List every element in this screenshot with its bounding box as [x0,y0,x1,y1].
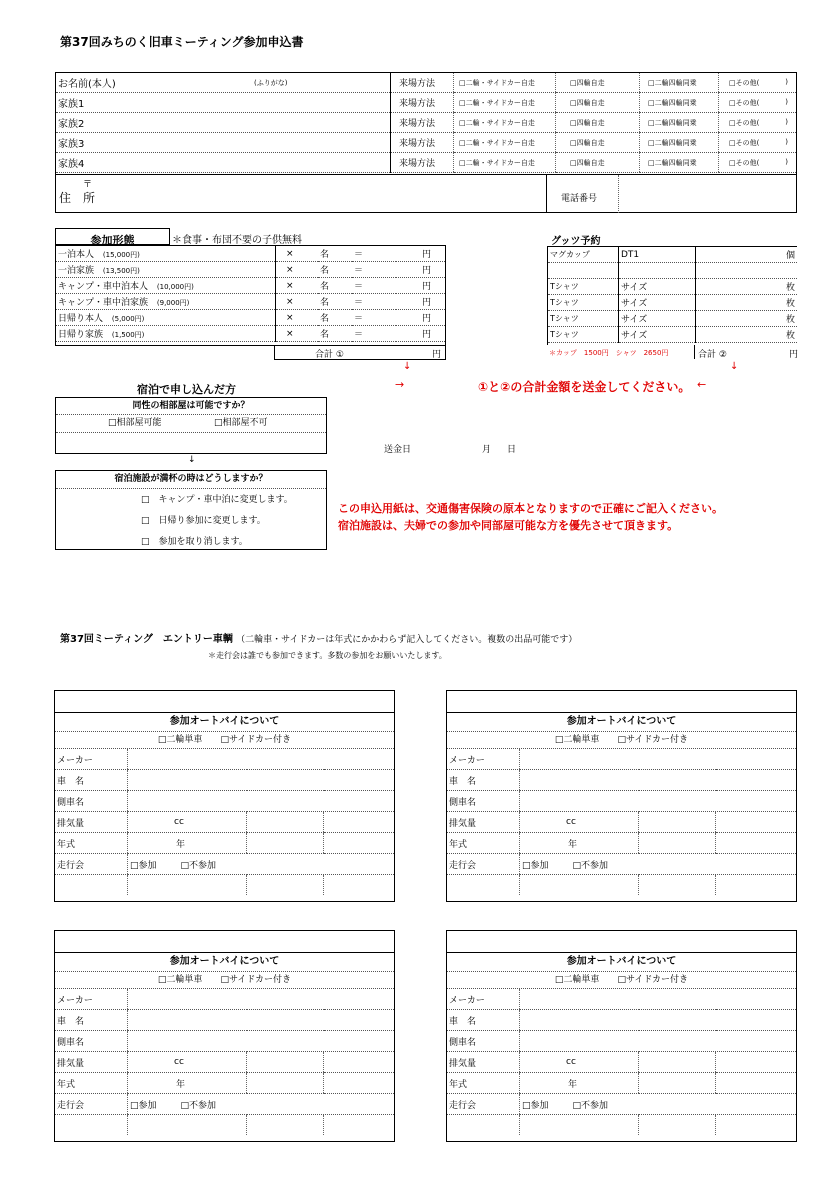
option-other-label: □その他( [729,138,760,147]
maker-row [55,989,394,1010]
option-twowheel[interactable]: □二輪・サイドカー自走 [454,93,556,113]
persons-label: 名 [318,326,352,342]
goods-total [694,345,798,359]
car-name-field[interactable] [520,770,797,791]
option-other[interactable] [719,153,797,173]
year-label: 年式 [447,1073,520,1094]
option-ride-along[interactable]: □二輪四輪同乗 [640,153,719,173]
car-name-field[interactable] [128,770,395,791]
attendee-row [56,153,796,173]
entry-title-row [60,630,577,645]
car-name-label: 車 名 [447,1010,520,1031]
run-options [128,1094,395,1115]
run-options [520,854,797,875]
persons-label: 名 [318,278,352,294]
goods-item: Tシャツ [548,279,619,295]
attendee-label: 家族3 [58,139,85,150]
displacement-extra-2[interactable] [716,812,797,833]
yen-label: 円 [396,246,445,262]
side-name-label: 側車名 [55,1031,128,1052]
year-label: 年式 [55,833,128,854]
displacement-label: 排気量 [447,812,520,833]
equals-mark: ＝ [352,246,396,262]
option-change-camp[interactable]: □ キャンプ・車中泊に変更します。 [141,495,293,505]
option-run-join[interactable]: □参加 [522,860,549,871]
goods-row [548,263,797,279]
option-single[interactable]: □二輪単車 [157,975,203,985]
attendee-label: 家族4 [58,159,85,170]
page-title: 第37回みちのく旧車ミーティング参加申込書 [60,35,304,49]
goods-price-note: ＊カップ 1500円 シャツ 2650円 [549,349,669,357]
times-mark: × [276,294,319,310]
year-extra-2[interactable] [716,1073,797,1094]
lodging-arrow: ↓ [188,455,196,465]
option-other-close: ) [785,97,788,106]
displacement-extra-1[interactable] [247,812,324,833]
times-mark: × [276,278,319,294]
maker-label: メーカー [447,749,520,770]
bike-form-top [55,691,394,713]
participation-price: (13,500円) [102,267,140,275]
goods-detail [619,263,696,279]
maker-row [447,749,796,770]
goods-unit: 枚 [696,327,798,343]
arrow-right: → [395,378,405,391]
year-row [55,1073,394,1094]
phone-label: 電話番号 [561,194,598,204]
option-fourwheel[interactable]: □四輪自走 [556,153,640,173]
maker-field[interactable] [520,749,797,770]
participation-row [56,294,445,310]
year-unit: 年 [520,1073,639,1094]
option-other[interactable] [719,133,797,153]
yen-label: 円 [396,278,445,294]
total-2-label: 合計 ② [698,350,727,360]
maker-field[interactable] [128,989,395,1010]
maker-label: メーカー [447,989,520,1010]
year-unit: 年 [128,1073,247,1094]
yen-label: 円 [396,310,445,326]
participation-row [56,310,445,326]
year-extra-1[interactable] [639,833,716,854]
total-1-yen: 円 [431,350,441,360]
cc-unit: cc [520,1052,639,1073]
run-label: 走行会 [447,854,520,875]
arrival-label: 来場方法 [391,93,454,113]
side-name-row [447,1031,796,1052]
option-run-join[interactable]: □参加 [130,860,157,871]
attendee-label: 家族1 [58,99,85,110]
attendee-row [56,73,796,93]
entry-subnote: ＊走行会は誰でも参加できます。多数の参加をお願いいたします。 [208,651,447,660]
year-extra-2[interactable] [716,833,797,854]
goods-unit: 枚 [696,311,798,327]
arrival-label: 来場方法 [391,113,454,133]
displacement-label: 排気量 [55,1052,128,1073]
option-run-join[interactable]: □参加 [522,1100,549,1111]
car-name-row [447,1010,796,1031]
participation-name: 一泊家族 [58,266,95,276]
car-name-label: 車 名 [55,1010,128,1031]
bike-type-options [55,972,394,989]
bike-type-options [55,732,394,749]
entry-title: 第37回ミーティング エントリー車輌 [60,634,233,645]
option-twowheel[interactable]: □二輪・サイドカー自走 [454,153,556,173]
option-single[interactable]: □二輪単車 [554,975,600,985]
cc-unit: cc [128,812,247,833]
participation-total [274,346,446,360]
maker-field[interactable] [520,989,797,1010]
run-options [520,1094,797,1115]
goods-heading: グッツ予約 [551,236,601,247]
year-row [447,1073,796,1094]
remit-date-label: 送金日 [384,445,412,455]
option-sidecar[interactable]: □サイドカー付き [220,975,292,985]
displacement-extra-1[interactable] [639,812,716,833]
side-name-row [55,1031,394,1052]
option-other-close: ) [785,77,788,86]
participation-name: 一泊本人 [58,250,95,260]
displacement-extra-2[interactable] [716,1052,797,1073]
option-twowheel[interactable]: □二輪・サイドカー自走 [454,113,556,133]
participation-price: (15,000円) [102,251,140,259]
blank-row [55,875,394,896]
participation-name: 日帰り本人 [58,314,104,324]
participation-row [56,278,445,294]
option-share-ng[interactable]: □相部屋不可 [214,418,268,428]
bike-form-heading: 参加オートバイについて [55,953,394,972]
option-ride-along[interactable]: □二輪四輪同乗 [640,93,719,113]
goods-item [548,263,619,279]
option-twowheel[interactable]: □二輪・サイドカー自走 [454,133,556,153]
run-row [447,854,796,875]
side-name-label: 側車名 [55,791,128,812]
yen-label: 円 [396,294,445,310]
goods-detail: サイズ [619,311,696,327]
blank-row [55,1115,394,1136]
option-run-skip[interactable]: □不参加 [180,860,217,871]
option-run-skip[interactable]: □不参加 [180,1100,217,1111]
goods-unit [696,263,798,279]
arrival-label: 来場方法 [391,73,454,93]
equals-mark: ＝ [352,310,396,326]
lodging-q1-box [55,397,327,454]
bike-form-1 [54,690,395,902]
option-sidecar[interactable]: □サイドカー付き [220,735,292,745]
option-fourwheel[interactable]: □四輪自走 [556,93,640,113]
participation-price: (9,000円) [156,299,190,307]
goods-row [548,279,797,295]
bike-form-heading: 参加オートバイについて [55,713,394,732]
goods-item: Tシャツ [548,311,619,327]
remit-message: ①と②の合計金額を送金してください。 [478,380,691,394]
option-other[interactable] [719,113,797,133]
goods-row [548,327,797,343]
participation-price: (5,000円) [111,315,145,323]
arrow-down-2: ↓ [730,361,739,372]
equals-mark: ＝ [352,262,396,278]
option-ride-along[interactable]: □二輪四輪同乗 [640,113,719,133]
yen-label: 円 [396,326,445,342]
side-name-row [55,791,394,812]
side-name-field[interactable] [520,791,797,812]
car-name-label: 車 名 [55,770,128,791]
goods-row [548,311,797,327]
address-row [56,174,796,213]
participation-name: キャンプ・車中泊本人 [58,282,149,292]
cc-unit: cc [520,812,639,833]
participation-price: (10,000円) [156,283,194,291]
persons-label: 名 [318,262,352,278]
option-share-ok[interactable]: □相部屋可能 [108,418,162,428]
attendee-row [56,133,796,153]
goods-detail: サイズ [619,295,696,311]
displacement-extra-1[interactable] [639,1052,716,1073]
option-run-skip[interactable]: □不参加 [572,1100,609,1111]
total-2-yen: 円 [788,350,798,360]
bike-form-3 [54,930,395,1142]
participation-heading-box [55,228,170,245]
displacement-label: 排気量 [55,812,128,833]
arrow-left: ← [697,378,707,391]
equals-mark: ＝ [352,326,396,342]
car-name-row [55,1010,394,1031]
remit-month: 月 [482,445,492,455]
run-row [55,1094,394,1115]
participation-name: 日帰り家族 [58,330,104,340]
total-1-label: 合計 ① [315,350,344,360]
run-row [55,854,394,875]
participation-heading: 参加形態 [90,234,135,247]
goods-row [548,295,797,311]
attendee-row [56,113,796,133]
goods-row [548,247,797,263]
year-extra-1[interactable] [639,1073,716,1094]
attendee-row [56,93,796,113]
option-change-daytrip[interactable]: □ 日帰り参加に変更します。 [141,516,266,526]
times-mark: × [276,310,319,326]
address-label: 住 所 [59,191,96,205]
option-other[interactable] [719,93,797,113]
cc-unit: cc [128,1052,247,1073]
bike-form-4 [446,930,797,1142]
arrival-label: 来場方法 [391,133,454,153]
attendee-label: 家族2 [58,119,85,130]
participation-name: キャンプ・車中泊家族 [58,298,149,308]
times-mark: × [276,326,319,342]
bike-form-heading: 参加オートバイについて [447,713,796,732]
year-unit: 年 [520,833,639,854]
year-extra-1[interactable] [247,833,324,854]
option-other-label: □その他( [729,98,760,107]
lodging-heading: 宿泊で申し込んだ方 [137,383,236,396]
goods-detail: サイズ [619,327,696,343]
option-single[interactable]: □二輪単車 [157,735,203,745]
goods-table [547,246,797,345]
run-options [128,854,395,875]
displacement-label: 排気量 [447,1052,520,1073]
arrival-label: 来場方法 [391,153,454,173]
side-name-label: 側車名 [447,791,520,812]
blank-row [447,1115,796,1136]
year-label: 年式 [55,1073,128,1094]
yen-label: 円 [396,262,445,278]
option-other[interactable] [719,73,797,93]
lodging-q2-box [55,470,327,550]
option-cancel[interactable]: □ 参加を取り消します。 [141,537,248,547]
lodging-q1: 同性の相部屋は可能ですか？ [56,398,326,415]
goods-unit: 枚 [696,279,798,295]
year-extra-2[interactable] [324,1073,395,1094]
equals-mark: ＝ [352,294,396,310]
option-single[interactable]: □二輪単車 [554,735,600,745]
option-sidecar[interactable]: □サイドカー付き [617,975,689,985]
run-row [447,1094,796,1115]
goods-item: Tシャツ [548,295,619,311]
run-label: 走行会 [447,1094,520,1115]
goods-unit: 個 [696,247,798,263]
goods-item: Tシャツ [548,327,619,343]
participation-row [56,326,445,342]
entry-title-note: （二輪車・サイドカーは年式にかかわらず記入してください。複数の出品可能です） [236,635,578,645]
year-unit: 年 [128,833,247,854]
notice-line-1: この申込用紙は、交通傷害保険の原本となりますので正確にご記入ください。 [338,502,723,515]
option-ride-along[interactable]: □二輪四輪同乗 [640,133,719,153]
maker-field[interactable] [128,749,395,770]
maker-label: メーカー [55,749,128,770]
option-other-label: □その他( [729,118,760,127]
equals-mark: ＝ [352,278,396,294]
displacement-row [447,812,796,833]
option-other-label: □その他( [729,158,760,167]
bike-form-heading: 参加オートバイについて [447,953,796,972]
option-fourwheel[interactable]: □四輪自走 [556,73,640,93]
year-row [447,833,796,854]
maker-label: メーカー [55,989,128,1010]
bike-type-options [447,972,796,989]
lodging-q2: 宿泊施設が満杯の時はどうしますか？ [56,471,326,489]
option-other-close: ) [785,117,788,126]
run-label: 走行会 [55,854,128,875]
notice-line-2: 宿泊施設は、夫婦での参加や同部屋可能な方を優先させて頂きます。 [338,519,679,532]
bike-form-top [447,691,796,713]
option-other-close: ) [785,137,788,146]
side-name-field[interactable] [128,791,395,812]
remit-day: 日 [507,445,517,455]
persons-label: 名 [318,246,352,262]
bike-form-top [447,931,796,953]
displacement-extra-2[interactable] [324,1052,395,1073]
option-ride-along[interactable]: □二輪四輪同乗 [640,73,719,93]
car-name-label: 車 名 [447,770,520,791]
displacement-extra-2[interactable] [324,812,395,833]
participation-table [55,245,446,346]
car-name-field[interactable] [128,1010,395,1031]
bike-form-top [55,931,394,953]
option-fourwheel[interactable]: □四輪自走 [556,113,640,133]
displacement-row [55,1052,394,1073]
option-sidecar[interactable]: □サイドカー付き [617,735,689,745]
side-name-field[interactable] [128,1031,395,1052]
blank-row [447,875,796,896]
option-other-close: ) [785,157,788,166]
goods-detail: サイズ [619,279,696,295]
participation-row [56,246,445,262]
side-name-label: 側車名 [447,1031,520,1052]
participation-note: ＊食事・布団不要の子供無料 [172,235,302,246]
displacement-extra-1[interactable] [247,1052,324,1073]
option-other-label: □その他( [729,78,760,87]
times-mark: × [276,262,319,278]
bike-form-2 [446,690,797,902]
attendee-label: お名前(本人) [58,79,116,90]
car-name-row [447,770,796,791]
option-fourwheel[interactable]: □四輪自走 [556,133,640,153]
persons-label: 名 [318,310,352,326]
participation-row [56,262,445,278]
postal-mark: 〒 [83,180,93,190]
goods-unit: 枚 [696,295,798,311]
option-twowheel[interactable]: □二輪・サイドカー自走 [454,73,556,93]
attendee-table [55,72,797,213]
option-run-join[interactable]: □参加 [130,1100,157,1111]
side-name-field[interactable] [520,1031,797,1052]
car-name-field[interactable] [520,1010,797,1031]
persons-label: 名 [318,294,352,310]
arrow-down-1: ↓ [403,361,412,372]
side-name-row [447,791,796,812]
year-extra-1[interactable] [247,1073,324,1094]
run-label: 走行会 [55,1094,128,1115]
bike-type-options [447,732,796,749]
year-row [55,833,394,854]
car-name-row [55,770,394,791]
year-extra-2[interactable] [324,833,395,854]
goods-detail: DT1 [619,247,696,263]
displacement-row [55,812,394,833]
maker-row [447,989,796,1010]
option-run-skip[interactable]: □不参加 [572,860,609,871]
participation-price: (1,500円) [111,331,145,339]
furigana-label: (ふりがな) [254,79,288,87]
displacement-row [447,1052,796,1073]
times-mark: × [276,246,319,262]
goods-item: マグカップ [548,247,619,263]
year-label: 年式 [447,833,520,854]
maker-row [55,749,394,770]
